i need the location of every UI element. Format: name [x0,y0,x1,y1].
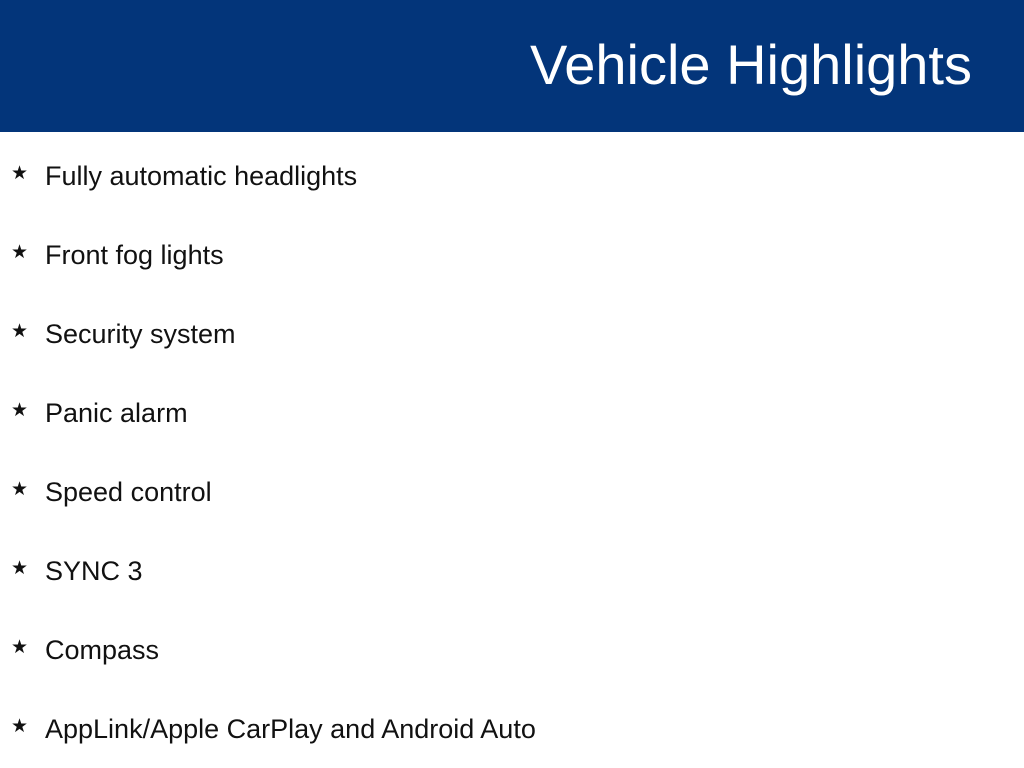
list-item-text: Security system [45,319,236,349]
star-icon: ★ [11,479,29,500]
list-item [0,154,1024,194]
list-item [0,312,1024,352]
list-item-text: SYNC 3 [45,556,143,586]
star-icon: ★ [11,242,29,263]
header-banner [0,0,1024,132]
list-item-text: Panic alarm [45,398,188,428]
list-item [0,707,1024,747]
star-icon: ★ [11,716,29,737]
star-icon: ★ [11,163,29,184]
list-item-text: Front fog lights [45,240,224,270]
star-icon: ★ [11,400,29,421]
list-item [0,470,1024,510]
list-item-text: Speed control [45,477,212,507]
list-item [0,391,1024,431]
list-item [0,549,1024,589]
star-icon: ★ [11,558,29,579]
list-item-text: AppLink/Apple CarPlay and Android Auto [45,714,536,744]
list-item-text: Compass [45,635,160,665]
list-item-text: Fully automatic headlights [45,161,358,191]
star-icon: ★ [11,637,29,658]
list-item [0,628,1024,668]
star-icon: ★ [11,321,29,342]
list-item [0,233,1024,273]
page-title: Vehicle Highlights [529,33,972,96]
